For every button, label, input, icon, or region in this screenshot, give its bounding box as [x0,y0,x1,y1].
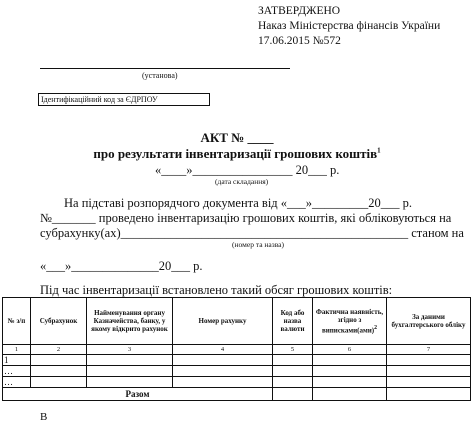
table-row [3,366,471,377]
total-row [3,388,471,401]
header-accounting: За даними бухгалтерського обліку [387,298,471,345]
total-label: Разом [3,388,273,401]
body-line-5: Під час інвентаризації встановлено такий обсяг грошових коштів: [40,283,393,297]
column-number: 5 [273,345,313,355]
organization-caption: (установа) [142,71,178,80]
body-line-1: На підставі розпорядчого документа від «___»_________20___ р. [64,196,413,210]
act-subtitle-text: про результати інвентаризації грошових коштів [93,146,378,161]
approval-order: Наказ Міністерства фінансів України [258,20,441,32]
header-subaccount: Субрахунок [31,298,87,345]
edrpou-field: Ідентифікаційний код за ЄДРПОУ [38,93,210,106]
approval-title: ЗАТВЕРДЖЕНО [258,5,341,17]
row-number: 1 [3,355,31,366]
row-number: … [3,377,31,388]
subaccount-caption: (номер та назва) [232,240,284,249]
body-line-4: «___»______________20___ р. [40,259,203,273]
cash-inventory-table [2,297,471,401]
header-bank: Найменування органу Казначейства, банку, у якому відкрито рахунок [87,298,173,345]
act-subtitle [0,146,474,162]
header-number: № з/п [3,298,31,345]
header-account-number: Номер рахунку [173,298,273,345]
header-currency: Код або назва валюти [273,298,313,345]
column-number: 2 [31,345,87,355]
approval-date: 17.06.2015 №572 [258,35,341,47]
header-actual [313,298,387,345]
column-number: 4 [173,345,273,355]
approval-block [258,4,440,49]
act-number: АКТ № ____ [200,130,274,145]
organization-line [40,68,290,69]
column-number: 1 [3,345,31,355]
table-row [3,355,471,366]
column-number: 3 [87,345,173,355]
body-line-3: субрахунку(ах)______________________________________________ станом на [40,226,464,240]
table-header-row [3,298,471,345]
header-actual-note: 2 [374,324,378,331]
footer-partial-text: В [40,411,48,423]
act-date-line: «____»________________ 20___ р. [155,163,340,177]
column-number: 6 [313,345,387,355]
column-number: 7 [387,345,471,355]
row-number: … [3,366,31,377]
table-row [3,377,471,388]
header-actual-text: Фактична наявність, згідно з виписками(ами) [315,307,384,335]
body-line-2: №_______ проведено інвентаризацію грошових коштів, які обліковуються на [40,211,452,225]
footnote-mark: 1 [377,146,381,155]
act-date-caption: (дата складання) [215,177,269,186]
column-number-row [3,345,471,355]
